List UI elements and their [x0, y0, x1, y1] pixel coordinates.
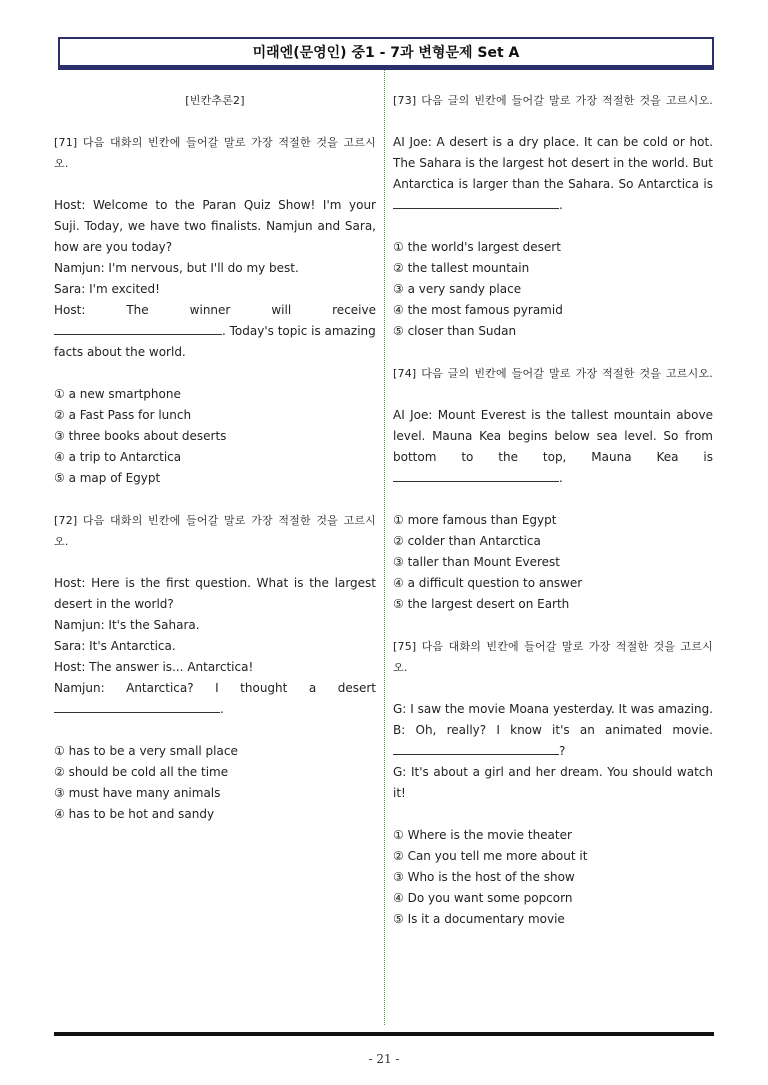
footer-rule	[54, 1032, 714, 1036]
q74-option[interactable]: ③ taller than Mount Everest	[393, 555, 561, 569]
question-74-prompt: [74] 다음 글의 빈칸에 들어갈 말로 가장 적절한 것을 고르시오.	[393, 367, 713, 380]
q72-dialogue-line: Namjun: Antarctica? I thought a desert	[54, 681, 376, 695]
q73-passage-line: Antarctica is larger than the Sahara. So Antarctica is	[393, 177, 713, 191]
answer-blank	[393, 742, 559, 755]
question-73-prompt: [73] 다음 글의 빈칸에 들어갈 말로 가장 적절한 것을 고르시오.	[393, 94, 713, 107]
question-75-prompt: [75] 다음 대화의 빈칸에 들어갈 말로 가장 적절한 것을 고르시	[393, 640, 713, 653]
q71-option[interactable]: ⑤ a map of Egypt	[54, 471, 161, 485]
q72-dialogue-line: desert in the world?	[54, 597, 174, 611]
q71-dialogue-line: Sara: I'm excited!	[54, 282, 160, 296]
q74-option[interactable]: ① more famous than Egypt	[393, 513, 557, 527]
q73-passage-line: The Sahara is the largest hot desert in the world. But	[393, 156, 713, 170]
q73-option[interactable]: ① the world's largest desert	[393, 240, 561, 254]
page-number: - 21 -	[368, 1052, 400, 1066]
q73-option[interactable]: ④ the most famous pyramid	[393, 303, 563, 317]
q73-option[interactable]: ③ a very sandy place	[393, 282, 522, 296]
q71-option[interactable]: ③ three books about deserts	[54, 429, 227, 443]
q71-blank-tail: . Today's topic is amazing	[222, 324, 376, 338]
q75-dialogue-line: G: I saw the movie Moana yesterday. It was amazing.	[393, 702, 713, 716]
q75-option[interactable]: ① Where is the movie theater	[393, 828, 572, 842]
q72-dialogue-line: Host: Here is the first question. What is the largest	[54, 576, 376, 590]
q75-option[interactable]: ④ Do you want some popcorn	[393, 891, 573, 905]
q71-dialogue-line: Host: Welcome to the Paran Quiz Show! I'm your	[54, 198, 376, 212]
q74-blank-tail: .	[559, 471, 563, 485]
q72-dialogue-line: Host: The answer is... Antarctica!	[54, 660, 254, 674]
q74-passage-line: bottom to the top, Mauna Kea is	[393, 450, 713, 464]
q73-passage-line: AI Joe: A desert is a dry place. It can be cold or hot.	[393, 135, 713, 149]
q75-option[interactable]: ③ Who is the host of the show	[393, 870, 575, 884]
q71-option[interactable]: ① a new smartphone	[54, 387, 181, 401]
q72-option[interactable]: ② should be cold all the time	[54, 765, 229, 779]
q75-dialogue-line: B: Oh, really? I know it's an animated movie.	[393, 723, 713, 737]
q72-option[interactable]: ③ must have many animals	[54, 786, 221, 800]
q75-option[interactable]: ⑤ Is it a documentary movie	[393, 912, 565, 926]
q72-option[interactable]: ① has to be a very small place	[54, 744, 238, 758]
question-75-prompt-end: 오.	[393, 661, 408, 674]
q74-option[interactable]: ⑤ the largest desert on Earth	[393, 597, 570, 611]
q71-dialogue-line: Namjun: I'm nervous, but I'll do my best.	[54, 261, 299, 275]
q73-option[interactable]: ② the tallest mountain	[393, 261, 530, 275]
page-title: 미래엔(문영인) 중1 - 7과 변형문제 Set A	[58, 37, 714, 67]
q74-option[interactable]: ④ a difficult question to answer	[393, 576, 583, 590]
answer-blank	[54, 322, 222, 335]
q72-blank-line	[54, 699, 376, 720]
q71-blank-line	[54, 321, 376, 342]
q71-dialogue-line: how are you today?	[54, 240, 173, 254]
answer-blank	[393, 196, 559, 209]
q74-option[interactable]: ② colder than Antarctica	[393, 534, 541, 548]
section-label: [빈칸추론2]	[185, 94, 245, 107]
q72-dialogue-line: Namjun: It's the Sahara.	[54, 618, 200, 632]
question-71-prompt: [71] 다음 대화의 빈칸에 들어갈 말로 가장 적절한 것을 고르시	[54, 136, 376, 149]
q73-blank-tail: .	[559, 198, 563, 212]
q74-passage-line: level. Mauna Kea begins below sea level. So from	[393, 429, 713, 443]
q75-dialogue-line: G: It's about a girl and her dream. You should watch	[393, 765, 713, 779]
q71-option[interactable]: ④ a trip to Antarctica	[54, 450, 182, 464]
question-72-prompt-end: 오.	[54, 535, 69, 548]
q71-option[interactable]: ② a Fast Pass for lunch	[54, 408, 192, 422]
q73-blank-line	[393, 195, 713, 216]
answer-blank	[393, 469, 559, 482]
q72-option[interactable]: ④ has to be hot and sandy	[54, 807, 215, 821]
column-divider	[384, 70, 385, 1025]
q75-option[interactable]: ② Can you tell me more about it	[393, 849, 588, 863]
left-column	[54, 90, 376, 825]
q71-dialogue-line: facts about the world.	[54, 345, 186, 359]
q74-blank-line	[393, 468, 713, 489]
q71-dialogue-line: Host: The winner will receive	[54, 303, 376, 317]
q75-blank-tail: ?	[559, 744, 566, 758]
q74-passage-line: AI Joe: Mount Everest is the tallest mountain above	[393, 408, 713, 422]
q73-option[interactable]: ⑤ closer than Sudan	[393, 324, 517, 338]
question-71-prompt-end: 오.	[54, 157, 69, 170]
q75-dialogue-line: it!	[393, 786, 406, 800]
answer-blank	[54, 700, 220, 713]
q72-blank-tail: .	[220, 702, 224, 716]
question-72-prompt: [72] 다음 대화의 빈칸에 들어갈 말로 가장 적절한 것을 고르시	[54, 514, 376, 527]
q71-dialogue-line: Suji. Today, we have two finalists. Namjun and Sara,	[54, 219, 376, 233]
q72-dialogue-line: Sara: It's Antarctica.	[54, 639, 176, 653]
q75-blank-line	[393, 741, 713, 762]
right-column	[393, 90, 713, 930]
